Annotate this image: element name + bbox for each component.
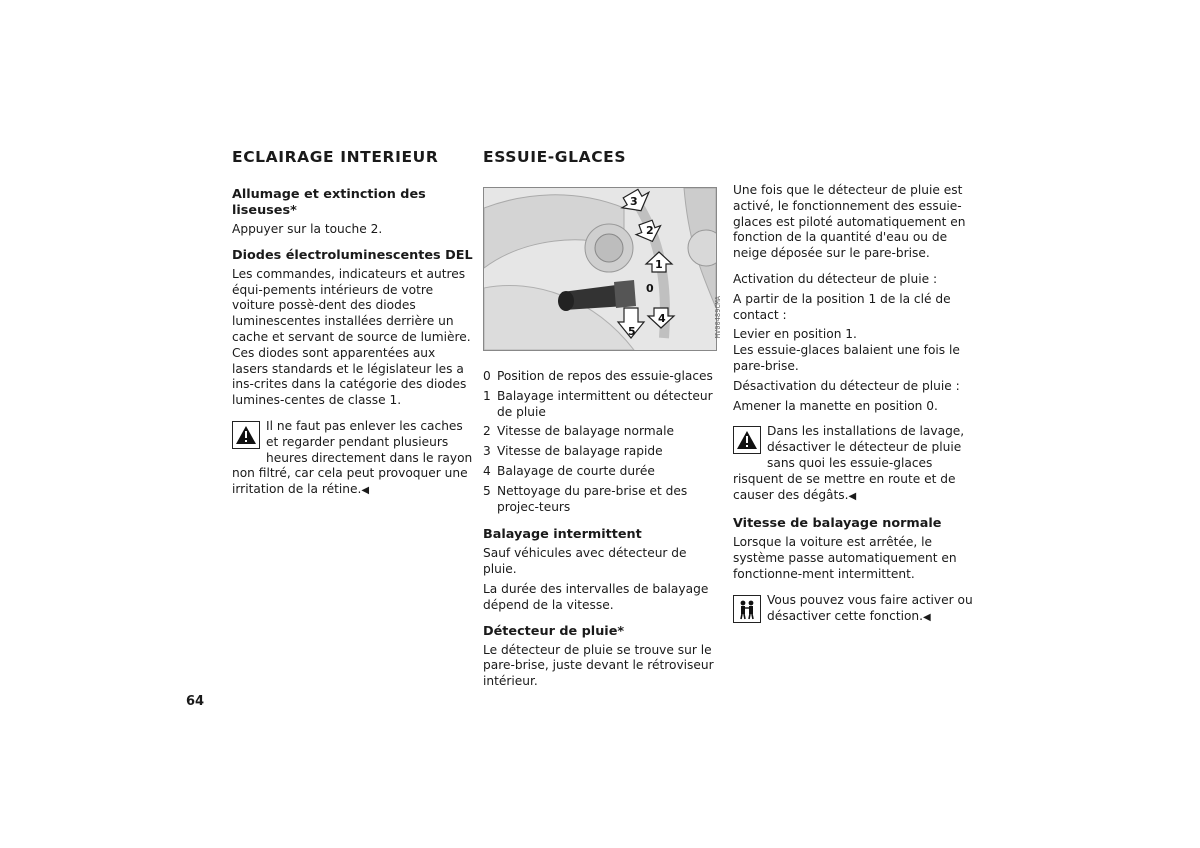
warning-text: Dans les installations de lavage, désactiver le détecteur de pluie sans quoi les essuie-glaces risquent de se mettre en route et de causer des dégâts.: [733, 424, 965, 502]
page-number: 64: [186, 694, 205, 709]
warning-text: Il ne faut pas enlever les caches et regarder pendant plusieurs heures directement dans le rayon non filtré, car cela peut provoquer une irritation de la rétine.: [232, 418, 473, 497]
column-rain-sensor: [733, 183, 979, 625]
figure-label-3: 3: [630, 195, 638, 208]
end-marker-icon: ◀: [848, 490, 857, 502]
paragraph: Une fois que le détecteur de pluie est activé, le fonctionnement des essuie-glaces est piloté automatiquement en fonction de la quantité d'eau ou de neige déposée sur le pare-brise.: [733, 183, 966, 261]
column-interior-lighting: [232, 148, 474, 499]
paragraph: Les essuie-glaces balaient une fois le pare-brise.: [733, 343, 960, 373]
subheading-normal-speed: Vitesse de balayage normale: [733, 516, 942, 532]
service-note: [733, 593, 979, 626]
warning-note: [733, 424, 979, 504]
paragraph: Activation du détecteur de pluie :: [733, 271, 938, 286]
legend-list: [483, 369, 721, 515]
paragraph: Sauf véhicules avec détecteur de pluie.: [483, 546, 687, 577]
warning-triangle-icon: [232, 421, 260, 449]
section-title: ECLAIRAGE INTERIEUR: [232, 148, 439, 166]
figure-code: MV00489CMA: [714, 296, 722, 339]
paragraph: Désactivation du détecteur de pluie :: [733, 378, 960, 393]
figure-label-5: 5: [628, 325, 636, 338]
subheading-rain-sensor: Détecteur de pluie*: [483, 623, 625, 639]
paragraph: Les commandes, indicateurs et autres équi-pements intérieurs de votre voiture possè-dent des diodes luminescentes installées derrière un cache et servant de source de lumière. Ces diodes sont apparentées aux lasers standards et le législateur les a ins-crites dans la catégorie des diodes lumines-centes de classe 1.: [232, 266, 471, 408]
warning-note: [232, 419, 474, 499]
paragraph: A partir de la position 1 de la clé de contact :: [733, 291, 951, 322]
section-title: ESSUIE-GLACES: [483, 148, 627, 166]
list-item: 1 Balayage intermittent ou détecteur de pluie: [483, 388, 713, 419]
column-wipers: [483, 148, 721, 694]
service-technician-icon: [733, 595, 761, 623]
subheading-led: Diodes électroluminescentes DEL: [232, 247, 473, 263]
list-item: 2 Vitesse de balayage normale: [483, 424, 674, 439]
list-item: 4 Balayage de courte durée: [483, 463, 655, 478]
paragraph: Le détecteur de pluie se trouve sur le pare-brise, juste devant le rétroviseur intérieur.: [483, 642, 714, 689]
paragraph: Lorsque la voiture est arrêtée, le système passe automatiquement en fonctionne-ment intermittent.: [733, 535, 957, 581]
paragraph: Amener la manette en position 0.: [733, 398, 938, 413]
paragraph: La durée des intervalles de balayage dépend de la vitesse.: [483, 581, 709, 612]
note-text: Vous pouvez vous faire activer ou désactiver cette fonction.: [767, 592, 973, 623]
figure-label-2: 2: [646, 224, 654, 237]
warning-triangle-icon: [733, 426, 761, 454]
end-marker-icon: ◀: [923, 611, 931, 623]
paragraph: Appuyer sur la touche 2.: [232, 222, 383, 236]
subheading-reading-lights: Allumage et extinction des liseuses*: [232, 187, 426, 218]
list-item: 0 Position de repos des essuie-glaces: [483, 369, 713, 383]
paragraph: Levier en position 1.: [733, 327, 857, 342]
list-item: 3 Vitesse de balayage rapide: [483, 444, 663, 459]
figure-label-1: 1: [655, 258, 663, 271]
list-item: 5 Nettoyage du pare-brise et des projec-teurs: [483, 483, 688, 514]
end-marker-icon: ◀: [361, 485, 370, 497]
figure-label-0: 0: [646, 282, 654, 295]
subheading-intermittent: Balayage intermittent: [483, 527, 642, 543]
figure-label-4: 4: [658, 312, 666, 325]
wiper-lever-illustration: [483, 187, 717, 351]
